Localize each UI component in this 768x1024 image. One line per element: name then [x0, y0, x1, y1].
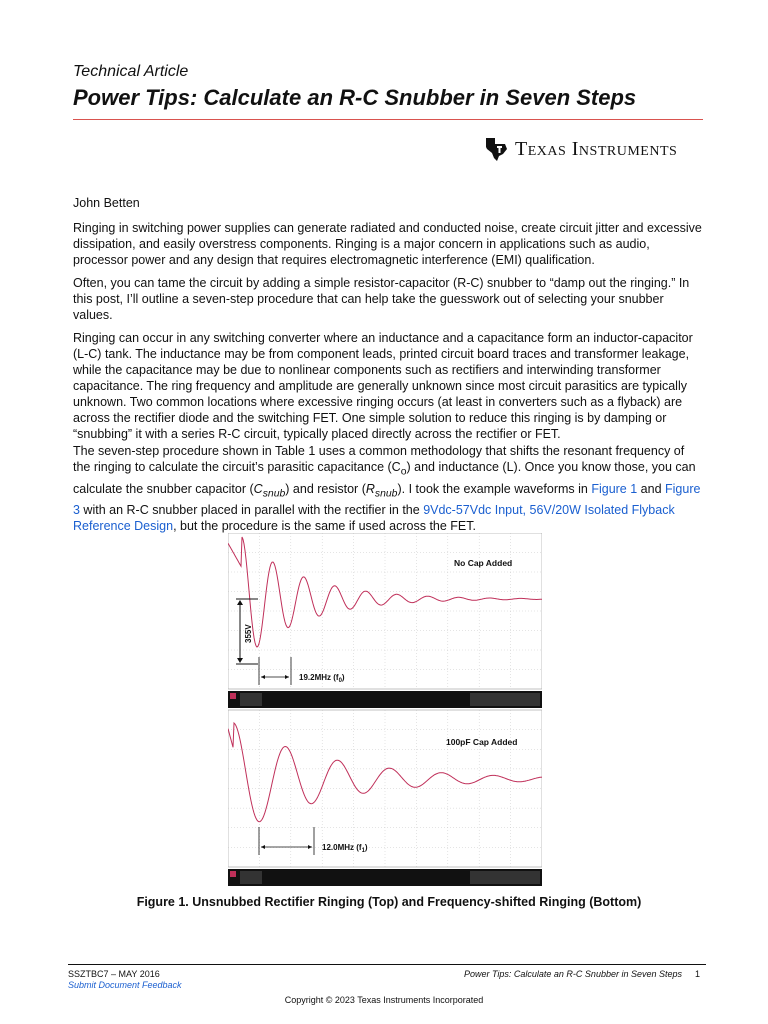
- copyright-notice: Copyright © 2023 Texas Instruments Incorporated: [284, 995, 484, 1005]
- top-scope-panel: [228, 533, 542, 689]
- document-id: SSZTBC7 – MAY 2016: [68, 969, 160, 979]
- article-kicker: Technical Article: [73, 63, 189, 80]
- p4-text-6: with an R-C snubber placed in parallel with the rectifier in the: [79, 503, 424, 517]
- footer-divider: [68, 964, 706, 965]
- figure-3-link[interactable]: Figure 3: [73, 481, 701, 517]
- page-title: Power Tips: Calculate an R-C Snubber in Seven Steps: [73, 85, 637, 110]
- paragraph-1: Ringing in switching power supplies can generate radiated and conducted noise, create circuit jitter and excessive dissipation, and easily overstress components. Ringing is a major concern in applications such as audio, processor power and any design that requires electromagnetic interference (EMI) qualification.: [73, 221, 702, 267]
- r-snub-subscript: snub: [374, 488, 398, 499]
- submit-feedback-link[interactable]: Submit Document Feedback: [68, 980, 182, 990]
- top-frequency-label: 19.2MHz $(f_0)$: [299, 673, 345, 684]
- figure-1: [228, 533, 542, 893]
- paragraph-2: Often, you can tame the circuit by adding a simple resistor-capacitor (R-C) snubber to “damp out the ringing.” In this post, I’ll outline a seven-step procedure that can help take the guesswork out of selecting your snubber values.: [73, 276, 690, 322]
- co-subscript: o: [400, 466, 407, 478]
- page-number: 1: [695, 969, 701, 979]
- title-divider: [73, 119, 703, 120]
- author-name: John Betten: [73, 196, 140, 210]
- logo-wordmark: Texas Instruments: [515, 137, 678, 160]
- c-snub-subscript: snub: [262, 488, 286, 499]
- bottom-scope-statusbar: [228, 869, 542, 886]
- p4-text-7: , but the procedure is the same if used across the FET.: [173, 519, 476, 533]
- p4-text-3: ) and resistor (: [285, 481, 366, 496]
- bottom-scope-panel: [228, 710, 542, 867]
- p4-text-2: ) and inductance (L). Once you know those, you can calculate the snubber capacitor (: [73, 460, 696, 496]
- top-scope-statusbar: [228, 691, 542, 708]
- texas-instruments-logo: [483, 136, 677, 162]
- r-snub-symbol: R: [365, 481, 375, 496]
- figure-caption: Figure 1. Unsnubbed Rectifier Ringing (Top) and Frequency-shifted Ringing (Bottom): [136, 895, 642, 909]
- texas-state-icon: [483, 136, 509, 162]
- p4-text-1: The seven-step procedure shown in Table 1 uses a common methodology that shifts the resonant frequency of the ringing to calculate the circuit’s parasitic capacitance (C: [73, 444, 685, 474]
- top-scope-label: No Cap Added: [454, 558, 513, 568]
- bottom-frequency-label: 12.0MHz $(f_1)$: [322, 843, 368, 854]
- footer-title: Power Tips: Calculate an R-C Snubber in Seven Steps: [463, 969, 682, 979]
- paragraph-3: Ringing can occur in any switching converter where an inductance and a capacitance form an inductor-capacitor (L-C) tank. The inductance may be from component leads, printed circuit board traces and transformer leakage, while the capacitance may be due to nonlinear components such as rectifiers and interwinding transformer capacitance. The ring frequency and amplitude are generally unknown since most circuit parasitics are typically unknown. Two common locations where excessive ringing occurs (at least in converters such as a flyback) are across the rectifier diode and the switching FET. One simple solution to reduce this ringing is by damping or “snubbing” it with a series R-C circuit, typically placed directly across the rectifier or FET.: [73, 331, 693, 441]
- p4-text-4: ). I took the example waveforms in: [397, 481, 592, 496]
- c-snub-symbol: C: [253, 481, 263, 496]
- figure-1-link[interactable]: Figure 1: [591, 481, 638, 496]
- p4-text-5: and: [637, 481, 665, 496]
- paragraph-4: [73, 443, 705, 534]
- oscilloscope-figure: [228, 533, 542, 888]
- top-voltage-label: 355V: [244, 624, 253, 643]
- reference-design-link[interactable]: 9Vdc-57Vdc Input, 56V/20W Isolated Flyback Reference Design: [73, 503, 675, 533]
- bottom-scope-label: 100pF Cap Added: [446, 737, 518, 747]
